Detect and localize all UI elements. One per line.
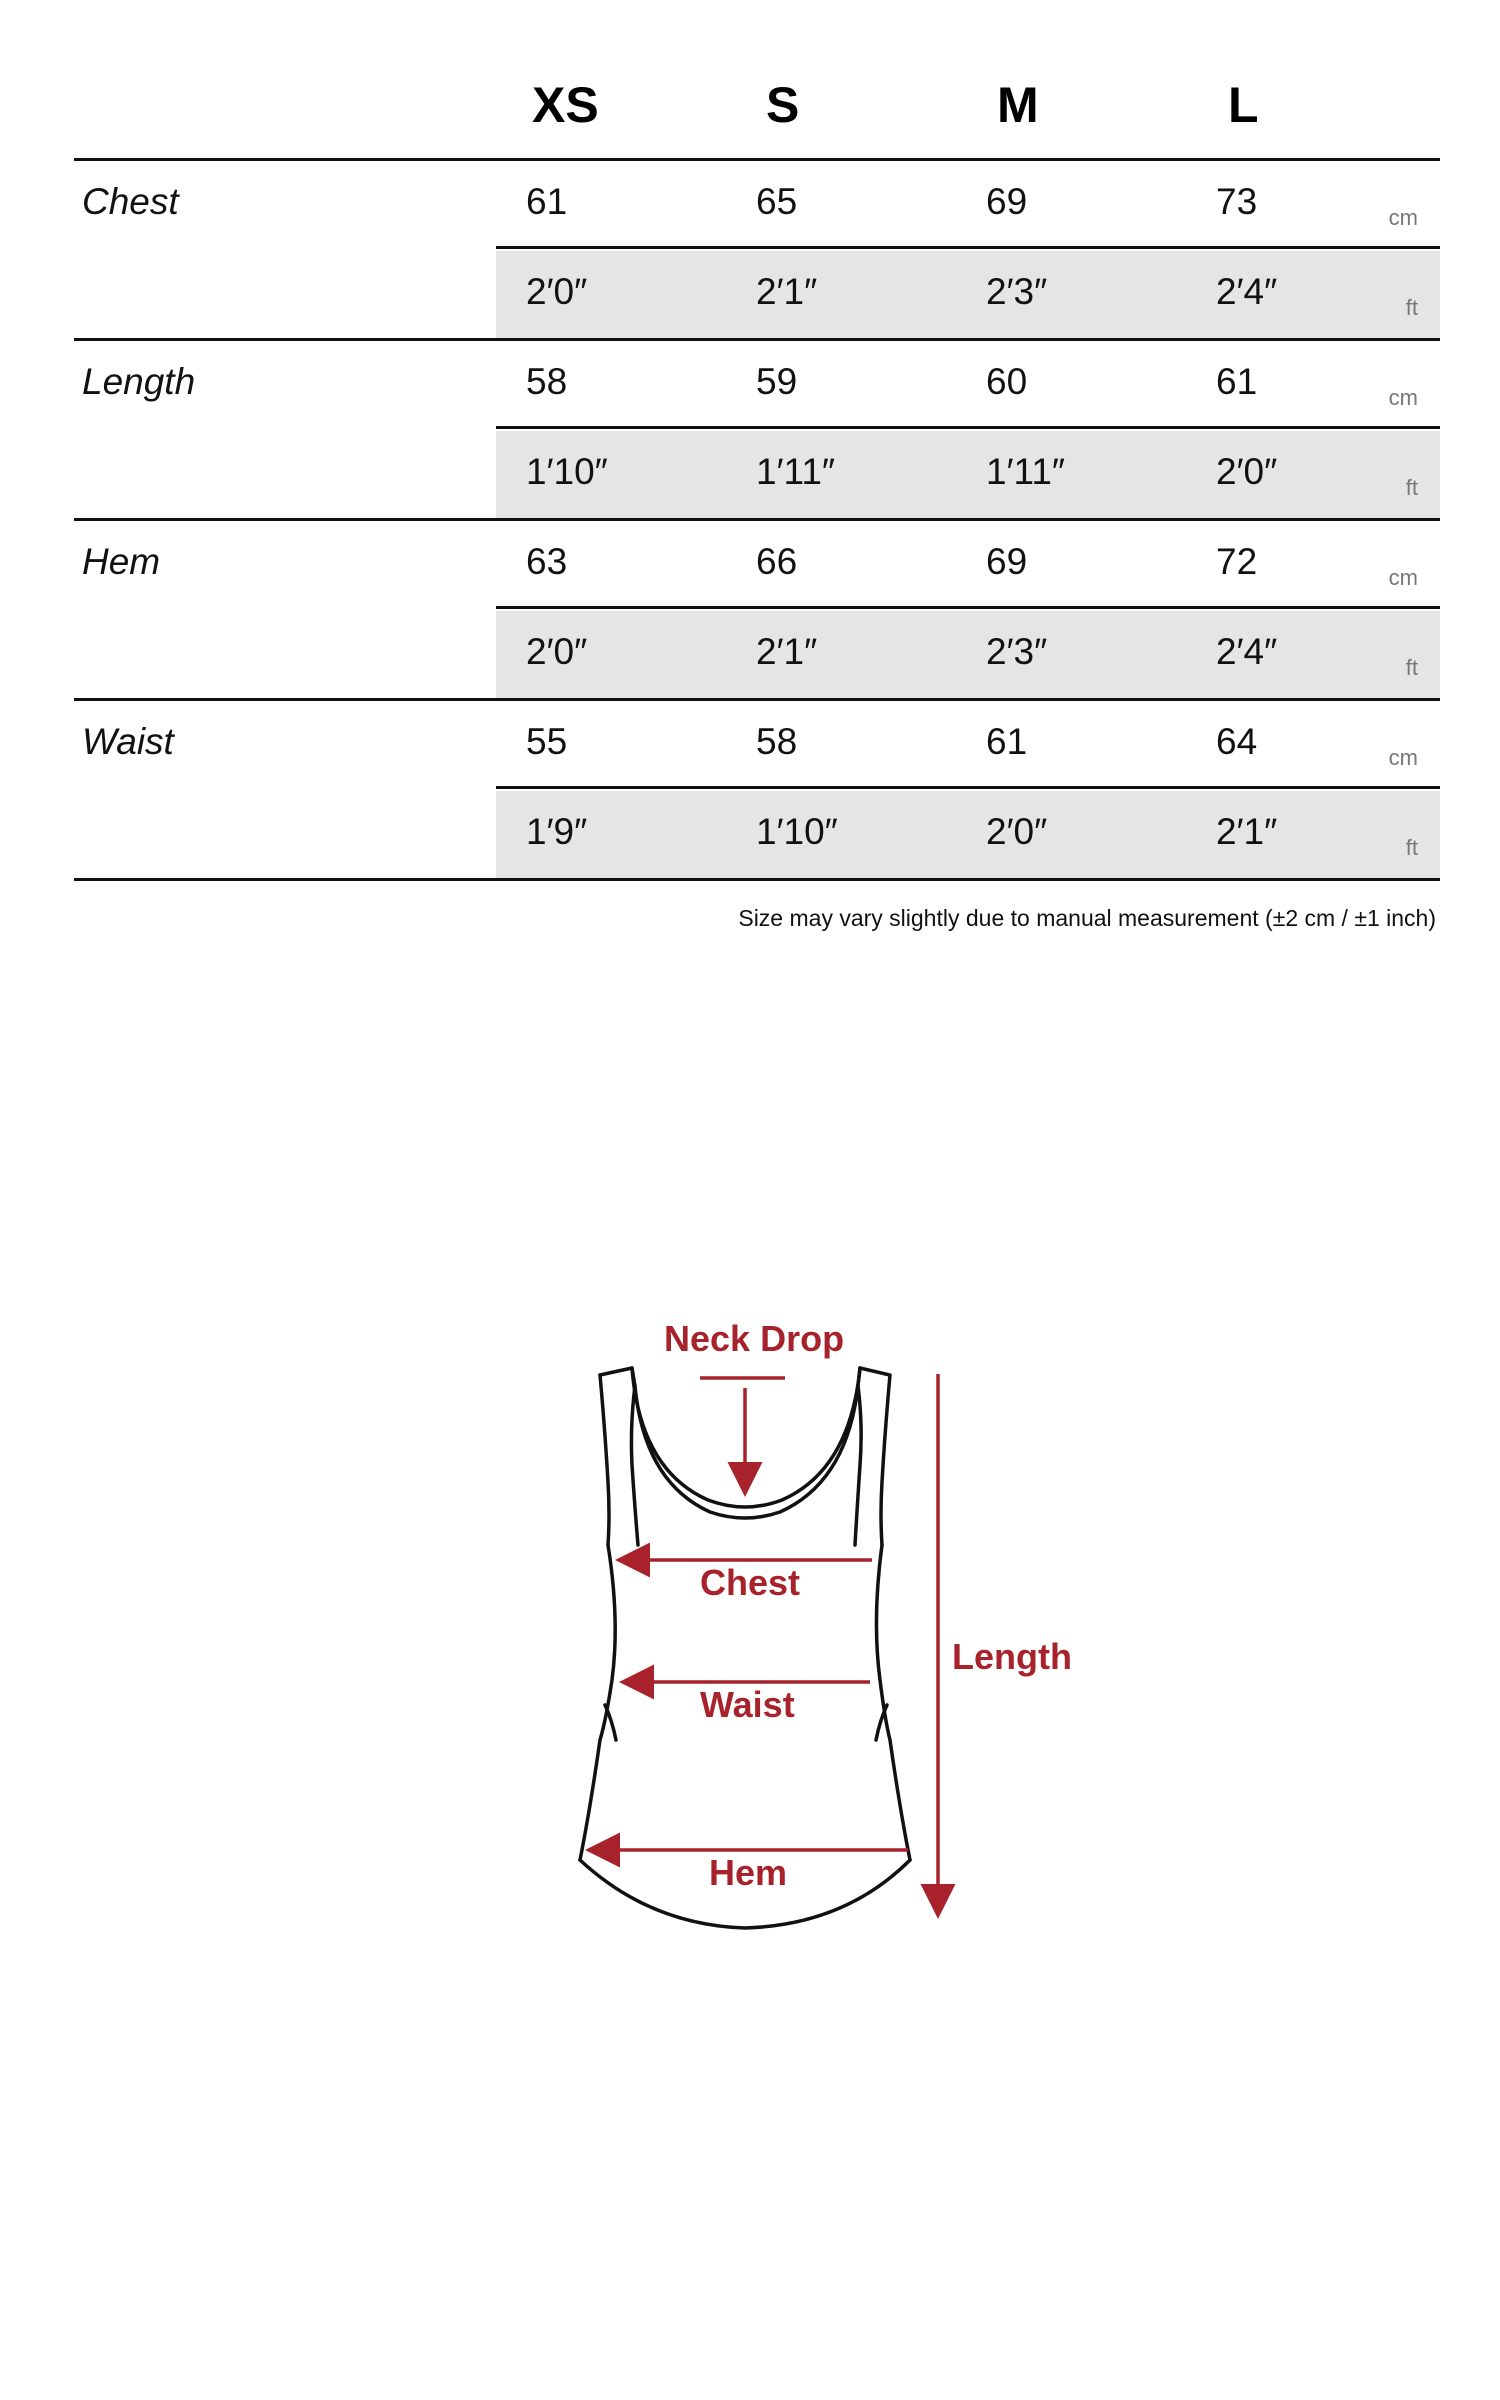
chest-ft-m: 2′3″ bbox=[986, 271, 1048, 312]
chest-cm-s: 65 bbox=[756, 181, 798, 222]
length-cm-xs: 58 bbox=[526, 361, 568, 402]
size-header-l: L bbox=[1228, 77, 1259, 133]
chest-label: Chest bbox=[700, 1562, 801, 1603]
measurement-label-chest: Chest bbox=[82, 181, 179, 222]
size-header-s: S bbox=[766, 77, 800, 133]
length-label: Length bbox=[952, 1636, 1072, 1677]
measurement-group-chest bbox=[74, 161, 1440, 341]
hem-cm-m: 69 bbox=[986, 541, 1028, 582]
unit-label-cm: cm bbox=[1388, 205, 1418, 230]
measurement-disclaimer: Size may vary slightly due to manual measurement (±2 cm / ±1 inch) bbox=[738, 905, 1436, 931]
chest-ft-xs: 2′0″ bbox=[526, 271, 588, 312]
chest-ft-s: 2′1″ bbox=[756, 271, 818, 312]
tank-top-measurement-diagram bbox=[560, 1300, 1080, 1940]
hem-cm-l: 72 bbox=[1216, 541, 1258, 582]
measurement-group-waist bbox=[74, 701, 1440, 881]
waist-cm-xs: 55 bbox=[526, 721, 568, 762]
hem-ft-l: 2′4″ bbox=[1216, 631, 1278, 672]
length-cm-s: 59 bbox=[756, 361, 798, 402]
unit-label-cm: cm bbox=[1388, 565, 1418, 590]
chest-cm-l: 73 bbox=[1216, 181, 1258, 222]
measurement-group-hem bbox=[74, 521, 1440, 701]
waist-cm-s: 58 bbox=[756, 721, 798, 762]
size-chart-table bbox=[74, 62, 1440, 881]
waist-ft-m: 2′0″ bbox=[986, 811, 1048, 852]
waist-cm-l: 64 bbox=[1216, 721, 1258, 762]
length-cm-l: 61 bbox=[1216, 361, 1258, 402]
waist-ft-s: 1′10″ bbox=[756, 811, 838, 852]
unit-label-ft: ft bbox=[1405, 835, 1418, 860]
unit-label-cm: cm bbox=[1388, 745, 1418, 770]
size-header-xs: XS bbox=[532, 77, 599, 133]
size-header-row bbox=[74, 62, 1440, 161]
hem-cm-xs: 63 bbox=[526, 541, 568, 582]
length-ft-m: 1′11″ bbox=[986, 451, 1066, 492]
hem-ft-m: 2′3″ bbox=[986, 631, 1048, 672]
measurement-label-waist: Waist bbox=[82, 721, 174, 762]
unit-label-ft: ft bbox=[1405, 295, 1418, 320]
waist-ft-row bbox=[496, 791, 1440, 878]
hem-ft-row bbox=[496, 611, 1440, 698]
chest-ft-row bbox=[496, 251, 1440, 338]
waist-cm-m: 61 bbox=[986, 721, 1028, 762]
hem-cm-s: 66 bbox=[756, 541, 798, 582]
hem-ft-xs: 2′0″ bbox=[526, 631, 588, 672]
length-cm-row bbox=[496, 341, 1440, 429]
size-header-m: M bbox=[997, 77, 1039, 133]
chest-cm-row bbox=[496, 161, 1440, 249]
chest-ft-l: 2′4″ bbox=[1216, 271, 1278, 312]
length-ft-l: 2′0″ bbox=[1216, 451, 1278, 492]
waist-ft-xs: 1′9″ bbox=[526, 811, 588, 852]
measurement-group-length bbox=[74, 341, 1440, 521]
neck-drop-label: Neck Drop bbox=[664, 1318, 845, 1359]
measurement-label-length: Length bbox=[82, 361, 196, 402]
length-cm-m: 60 bbox=[986, 361, 1028, 402]
measurement-label-hem: Hem bbox=[82, 541, 161, 582]
chest-cm-m: 69 bbox=[986, 181, 1028, 222]
hem-ft-s: 2′1″ bbox=[756, 631, 818, 672]
tank-top-illustration bbox=[560, 1300, 1080, 1940]
waist-ft-l: 2′1″ bbox=[1216, 811, 1278, 852]
length-ft-xs: 1′10″ bbox=[526, 451, 608, 492]
unit-label-ft: ft bbox=[1405, 655, 1418, 680]
waist-label: Waist bbox=[700, 1684, 795, 1725]
length-ft-s: 1′11″ bbox=[756, 451, 836, 492]
chest-cm-xs: 61 bbox=[526, 181, 568, 222]
hem-cm-row bbox=[496, 521, 1440, 609]
unit-label-ft: ft bbox=[1405, 475, 1418, 500]
measurement-arrows bbox=[592, 1374, 938, 1912]
waist-cm-row bbox=[496, 701, 1440, 789]
unit-label-cm: cm bbox=[1388, 385, 1418, 410]
length-ft-row bbox=[496, 431, 1440, 518]
hem-label: Hem bbox=[709, 1852, 788, 1893]
